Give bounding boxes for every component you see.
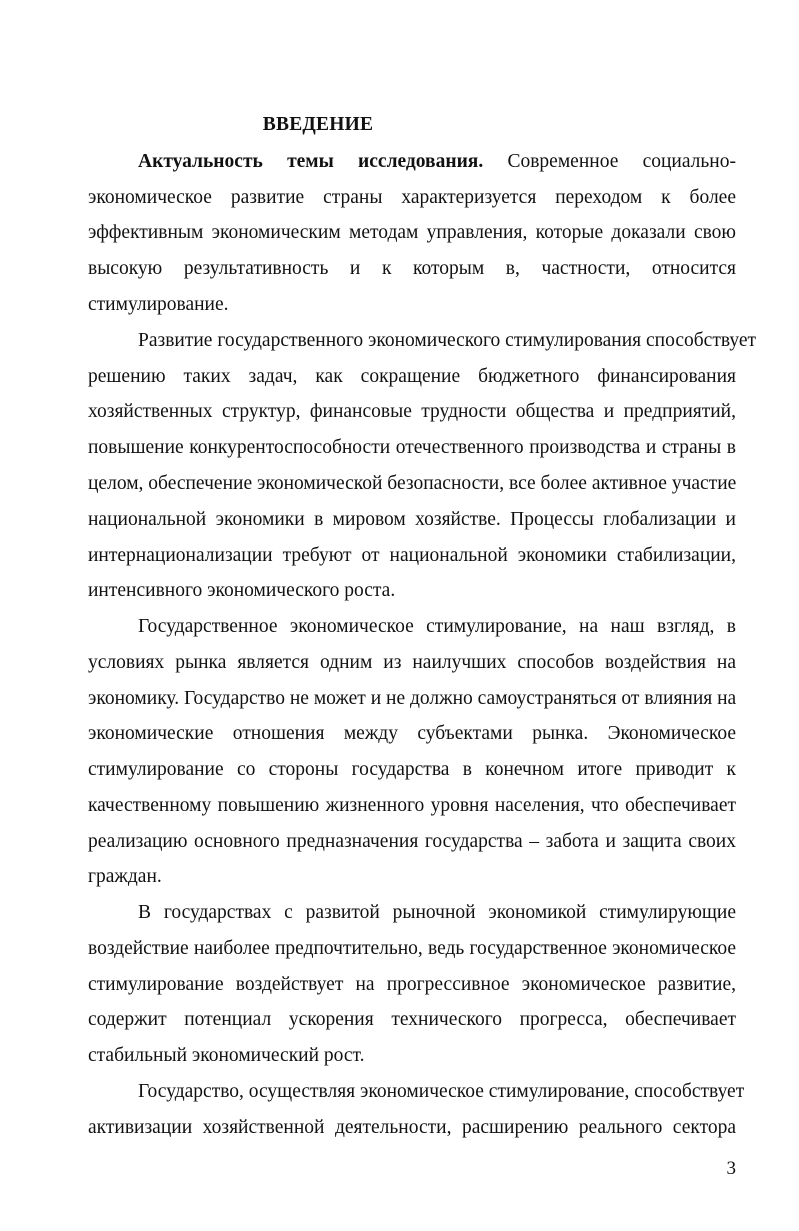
paragraph-lead-line xyxy=(138,149,736,175)
text-line: стабильный экономический рост. xyxy=(88,1045,365,1066)
text-line: Государственное экономическое стимулирование, на наш взгляд, в xyxy=(138,616,736,637)
text-line: условиях рынка является одним из наилучших способов воздействия на xyxy=(88,652,736,673)
text-line: экономические отношения между субъектами рынка. Экономическое xyxy=(88,723,736,744)
text-line: экономическое развитие страны характеризуется переходом к более xyxy=(88,187,736,208)
text-line: экономику. Государство не может и не должно самоустраняться от влияния на xyxy=(88,688,737,709)
text-line: Государство, осуществляя экономическое стимулирование, способствует xyxy=(138,1081,745,1102)
lead-rest-text: Современное социально- xyxy=(507,151,736,172)
text-line: реализацию основного предназначения государства – забота и защита своих xyxy=(88,831,736,852)
text-line: качественному повышению жизненного уровня населения, что обеспечивает xyxy=(88,795,736,816)
text-line: решению таких задач, как сокращение бюджетного финансирования xyxy=(88,366,736,387)
text-line: стимулирование. xyxy=(88,294,229,315)
page-title: ВВЕДЕНИЕ xyxy=(262,114,374,135)
text-line: содержит потенциал ускорения технического прогресса, обеспечивает xyxy=(88,1009,736,1030)
text-line: повышение конкурентоспособности отечественного производства и страны в xyxy=(88,437,736,458)
text-line: интенсивного экономического роста. xyxy=(88,580,396,601)
page-number: 3 xyxy=(726,1158,736,1179)
text-line: активизации хозяйственной деятельности, расширению реального сектора xyxy=(88,1117,736,1138)
text-line: высокую результативность и к которым в, частности, относится xyxy=(88,258,736,279)
text-line: стимулирование воздействует на прогрессивное экономическое развитие, xyxy=(88,974,736,995)
lead-bold-phrase: Актуальность темы исследования. xyxy=(138,151,484,172)
text-line: воздействие наиболее предпочтительно, ведь государственное экономическое xyxy=(88,938,736,959)
text-line: интернационализации требуют от национальной экономики стабилизации, xyxy=(88,545,736,566)
text-line: хозяйственных структур, финансовые трудности общества и предприятий, xyxy=(88,401,736,422)
text-line: целом, обеспечение экономической безопасности, все более активное участие xyxy=(88,473,737,494)
text-line: эффективным экономическим методам управления, которые доказали свою xyxy=(88,222,736,243)
text-line: стимулирование со стороны государства в конечном итоге приводит к xyxy=(88,759,736,780)
text-line: национальной экономики в мировом хозяйстве. Процессы глобализации и xyxy=(88,509,736,530)
text-line: В государствах с развитой рыночной экономикой стимулирующие xyxy=(138,902,736,923)
text-line: Развитие государственного экономического стимулирования способствует xyxy=(138,330,757,351)
text-line: граждан. xyxy=(88,866,162,887)
